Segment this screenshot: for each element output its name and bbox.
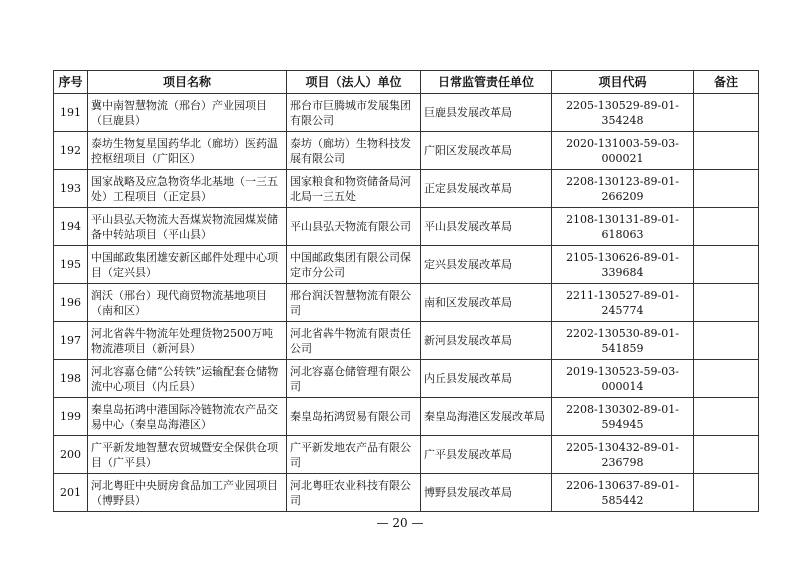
header-project-name: 项目名称 — [88, 71, 287, 94]
cell-legal-unit: 泰坊（廊坊）生物科技发展有限公司 — [287, 132, 421, 170]
cell-project-name: 河北容嘉仓储“公转铁”运输配套仓储物流中心项目（内丘县） — [88, 360, 287, 398]
cell-remarks — [694, 246, 759, 284]
cell-project-code: 2208-130302-89-01-594945 — [552, 398, 694, 436]
cell-project-name: 河北省犇牛物流年处理货物2500万吨物流港项目（新河县） — [88, 322, 287, 360]
cell-supervision-unit: 内丘县发展改革局 — [421, 360, 552, 398]
cell-supervision-unit: 广平县发展改革局 — [421, 436, 552, 474]
cell-project-code: 2208-130123-89-01-266209 — [552, 170, 694, 208]
cell-supervision-unit: 平山县发展改革局 — [421, 208, 552, 246]
cell-project-name: 广平新发地智慧农贸城暨安全保供仓项目（广平县） — [88, 436, 287, 474]
cell-project-name: 冀中南智慧物流（邢台）产业园项目（巨鹿县） — [88, 94, 287, 132]
cell-seq: 195 — [54, 246, 88, 284]
table-row — [54, 132, 759, 170]
cell-supervision-unit: 定兴县发展改革局 — [421, 246, 552, 284]
cell-project-code: 2211-130527-89-01-245774 — [552, 284, 694, 322]
table-body — [54, 94, 759, 512]
cell-project-code: 2202-130530-89-01-541859 — [552, 322, 694, 360]
cell-seq: 201 — [54, 474, 88, 512]
cell-supervision-unit: 南和区发展改革局 — [421, 284, 552, 322]
table-row — [54, 322, 759, 360]
header-supervision-unit: 日常监管责任单位 — [421, 71, 552, 94]
cell-project-code: 2019-130523-59-03-000014 — [552, 360, 694, 398]
cell-remarks — [694, 208, 759, 246]
cell-project-name: 中国邮政集团雄安新区邮件处理中心项目（定兴县） — [88, 246, 287, 284]
cell-project-code: 2108-130131-89-01-618063 — [552, 208, 694, 246]
page-number: — 20 — — [376, 516, 424, 530]
table-row — [54, 474, 759, 512]
cell-remarks — [694, 170, 759, 208]
cell-legal-unit: 河北粤旺农业科技有限公司 — [287, 474, 421, 512]
table-row — [54, 170, 759, 208]
cell-seq: 193 — [54, 170, 88, 208]
header-remarks: 备注 — [694, 71, 759, 94]
cell-supervision-unit: 新河县发展改革局 — [421, 322, 552, 360]
cell-project-name: 润沃（邢台）现代商贸物流基地项目（南和区） — [88, 284, 287, 322]
cell-project-code: 2020-131003-59-03-000021 — [552, 132, 694, 170]
table-row — [54, 246, 759, 284]
cell-remarks — [694, 132, 759, 170]
cell-project-code: 2105-130626-89-01-339684 — [552, 246, 694, 284]
cell-seq: 196 — [54, 284, 88, 322]
cell-legal-unit: 邢台润沃智慧物流有限公司 — [287, 284, 421, 322]
table-row — [54, 94, 759, 132]
cell-project-name: 秦皇岛拓鸿中港国际冷链物流农产品交易中心（秦皇岛海港区） — [88, 398, 287, 436]
cell-project-name: 河北粤旺中央厨房食品加工产业园项目（博野县） — [88, 474, 287, 512]
cell-project-name: 国家战略及应急物资华北基地（一三五处）工程项目（正定县） — [88, 170, 287, 208]
cell-remarks — [694, 360, 759, 398]
cell-remarks — [694, 474, 759, 512]
cell-supervision-unit: 巨鹿县发展改革局 — [421, 94, 552, 132]
cell-project-name: 平山县弘天物流大吾煤炭物流园煤炭储备中转站项目（平山县） — [88, 208, 287, 246]
cell-supervision-unit: 博野县发展改革局 — [421, 474, 552, 512]
table-row — [54, 208, 759, 246]
cell-remarks — [694, 94, 759, 132]
cell-legal-unit: 中国邮政集团有限公司保定市分公司 — [287, 246, 421, 284]
cell-legal-unit: 河北容嘉仓储管理有限公司 — [287, 360, 421, 398]
cell-project-code: 2206-130637-89-01-585442 — [552, 474, 694, 512]
cell-legal-unit: 广平新发地农产品有限公司 — [287, 436, 421, 474]
cell-project-code: 2205-130529-89-01-354248 — [552, 94, 694, 132]
cell-legal-unit: 河北省犇牛物流有限责任公司 — [287, 322, 421, 360]
project-table-container — [53, 70, 758, 512]
header-seq: 序号 — [54, 71, 88, 94]
cell-supervision-unit: 广阳区发展改革局 — [421, 132, 552, 170]
project-table — [53, 70, 759, 512]
cell-remarks — [694, 284, 759, 322]
table-row — [54, 360, 759, 398]
cell-seq: 199 — [54, 398, 88, 436]
cell-seq: 191 — [54, 94, 88, 132]
table-row — [54, 436, 759, 474]
cell-remarks — [694, 398, 759, 436]
cell-remarks — [694, 322, 759, 360]
cell-legal-unit: 秦皇岛拓鸿贸易有限公司 — [287, 398, 421, 436]
cell-supervision-unit: 正定县发展改革局 — [421, 170, 552, 208]
table-header-row — [54, 71, 759, 94]
cell-seq: 192 — [54, 132, 88, 170]
cell-remarks — [694, 436, 759, 474]
cell-project-code: 2205-130432-89-01-236798 — [552, 436, 694, 474]
cell-legal-unit: 国家粮食和物资储备局河北局一三五处 — [287, 170, 421, 208]
cell-seq: 200 — [54, 436, 88, 474]
header-project-code: 项目代码 — [552, 71, 694, 94]
cell-seq: 194 — [54, 208, 88, 246]
header-legal-unit: 项目（法人）单位 — [287, 71, 421, 94]
cell-project-name: 泰坊生物复星国药华北（廊坊）医药温控枢纽项目（广阳区） — [88, 132, 287, 170]
table-row — [54, 284, 759, 322]
cell-supervision-unit: 秦皇岛海港区发展改革局 — [421, 398, 552, 436]
cell-seq: 198 — [54, 360, 88, 398]
cell-seq: 197 — [54, 322, 88, 360]
cell-legal-unit: 邢台市巨腾城市发展集团有限公司 — [287, 94, 421, 132]
table-row — [54, 398, 759, 436]
cell-legal-unit: 平山县弘天物流有限公司 — [287, 208, 421, 246]
